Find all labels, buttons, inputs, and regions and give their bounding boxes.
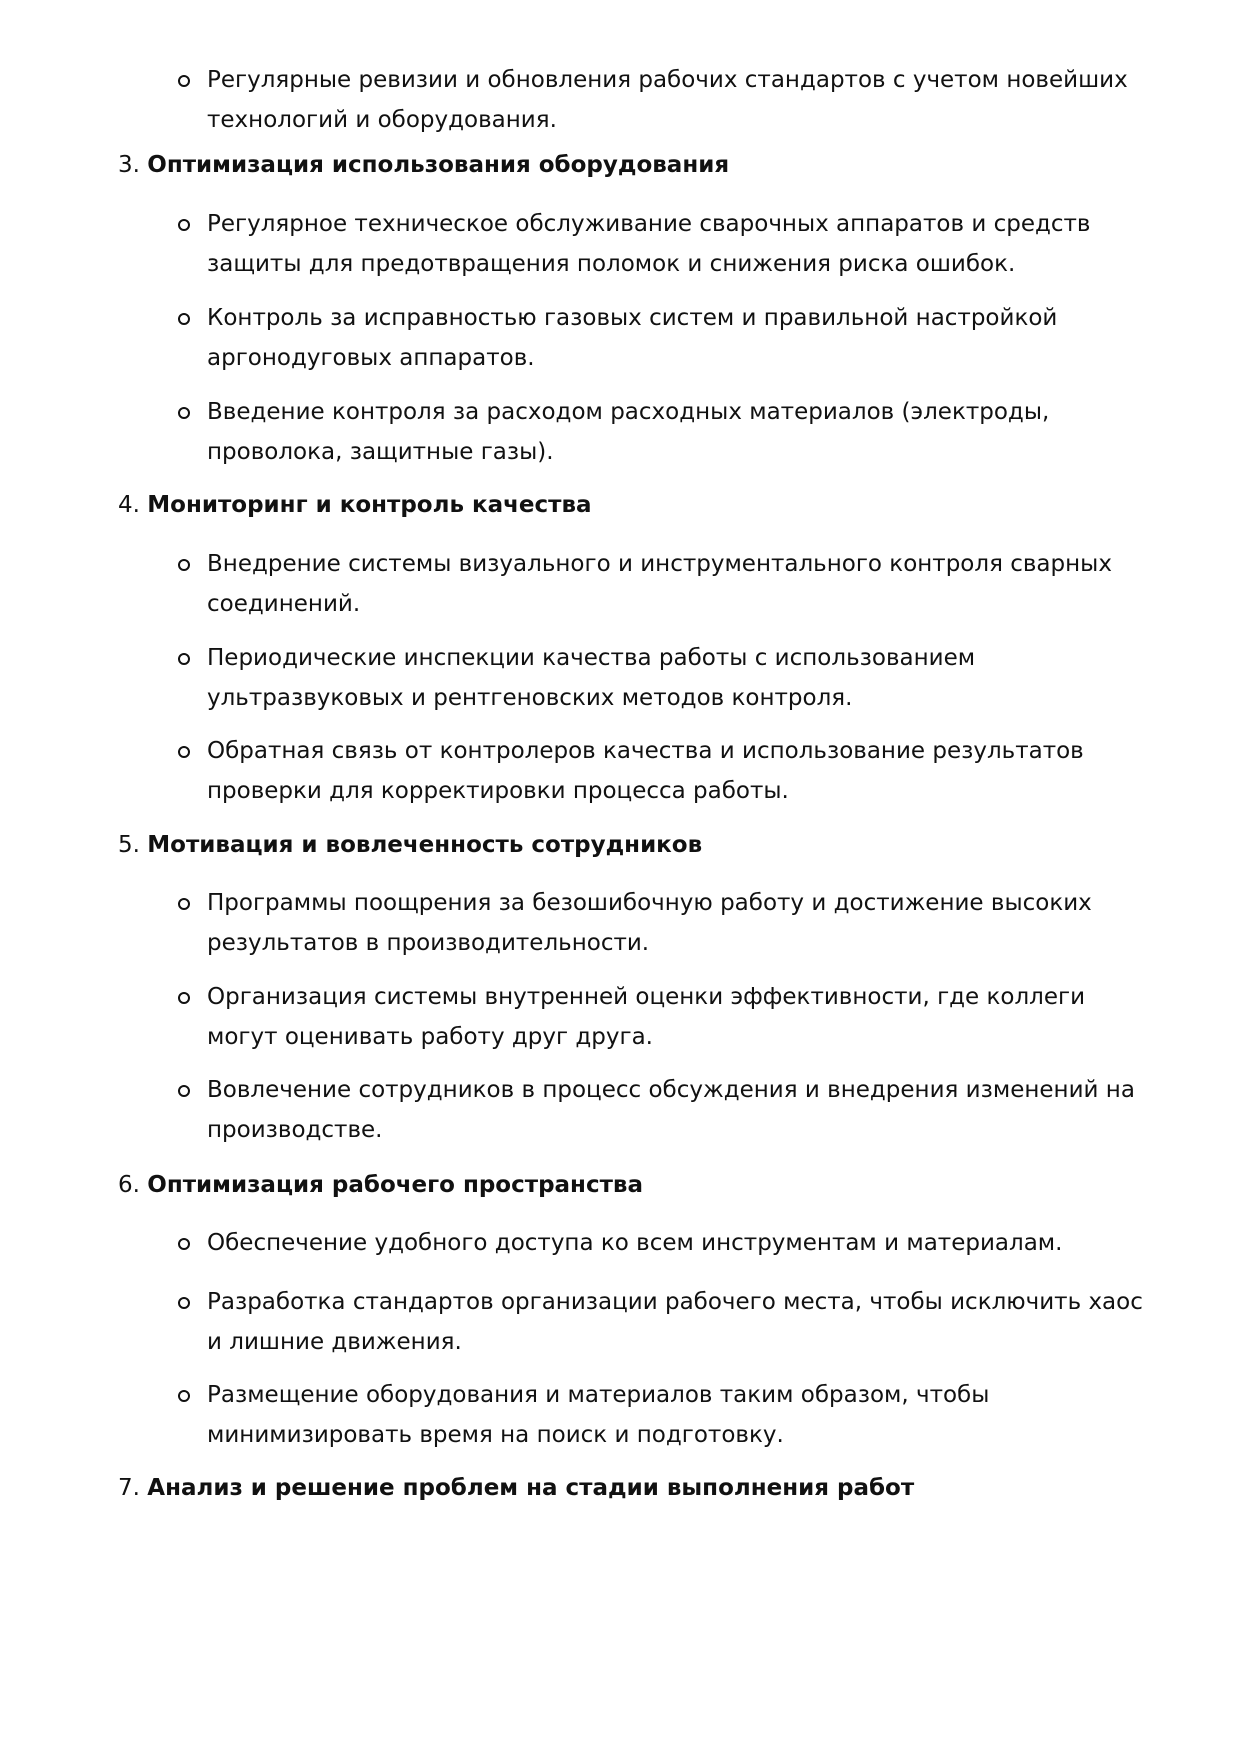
hollow-circle-bullet-icon xyxy=(178,407,190,419)
hollow-circle-bullet-icon xyxy=(178,746,190,758)
list-item-text: Регулярные ревизии и обновления рабочих стандартов с учетом новейших технологий и оборудования. xyxy=(207,67,1128,133)
list-item-text: Размещение оборудования и материалов таким образом, чтобы минимизировать время на поиск и подготовку. xyxy=(207,1382,990,1448)
hollow-circle-bullet-icon xyxy=(178,1085,190,1097)
list-item-text: Регулярное техническое обслуживание сварочных аппаратов и средств защиты для предотвращения поломок и снижения риска ошибок. xyxy=(207,211,1091,277)
list-item-text: Обеспечение удобного доступа ко всем инструментам и материалам. xyxy=(207,1230,1063,1256)
hollow-circle-bullet-icon xyxy=(178,1238,190,1250)
section-number: 4. xyxy=(118,492,140,518)
section-title: Мониторинг и контроль качества xyxy=(147,492,592,518)
section-number: 5. xyxy=(118,832,140,858)
hollow-circle-bullet-icon xyxy=(178,1390,190,1402)
section-title: Мотивация и вовлеченность сотрудников xyxy=(147,832,703,858)
hollow-circle-bullet-icon xyxy=(178,75,190,87)
list-item-text: Введение контроля за расходом расходных материалов (электроды, проволока, защитные газы). xyxy=(207,399,1050,465)
hollow-circle-bullet-icon xyxy=(178,992,190,1004)
section-heading-5 xyxy=(118,825,1158,865)
section-number: 3. xyxy=(118,152,140,178)
section-heading-7 xyxy=(118,1468,1158,1508)
hollow-circle-bullet-icon xyxy=(178,653,190,665)
section-heading-3 xyxy=(118,145,1158,185)
section-heading-4 xyxy=(118,485,1158,525)
list-item-text: Программы поощрения за безошибочную работу и достижение высоких результатов в производительности. xyxy=(207,890,1092,956)
list-item-text: Контроль за исправностью газовых систем и правильной настройкой аргонодуговых аппаратов. xyxy=(207,305,1058,371)
section-title: Оптимизация использования оборудования xyxy=(147,152,730,178)
list-item-text: Организация системы внутренней оценки эффективности, где коллеги могут оценивать работу друг друга. xyxy=(207,984,1086,1050)
list-item-text: Вовлечение сотрудников в процесс обсуждения и внедрения изменений на производстве. xyxy=(207,1077,1135,1143)
section-title: Оптимизация рабочего пространства xyxy=(147,1172,643,1198)
hollow-circle-bullet-icon xyxy=(178,313,190,325)
section-number: 7. xyxy=(118,1475,140,1501)
list-item-text: Периодические инспекции качества работы с использованием ультразвуковых и рентгеновских методов контроля. xyxy=(207,645,976,711)
hollow-circle-bullet-icon xyxy=(178,1297,190,1309)
list-item-text: Разработка стандартов организации рабочего места, чтобы исключить хаос и лишние движения. xyxy=(207,1289,1143,1355)
hollow-circle-bullet-icon xyxy=(178,559,190,571)
list-item-text: Внедрение системы визуального и инструментального контроля сварных соединений. xyxy=(207,551,1112,617)
section-number: 6. xyxy=(118,1172,140,1198)
hollow-circle-bullet-icon xyxy=(178,898,190,910)
section-title: Анализ и решение проблем на стадии выполнения работ xyxy=(147,1475,915,1501)
hollow-circle-bullet-icon xyxy=(178,219,190,231)
section-heading-6 xyxy=(118,1165,1158,1205)
list-item-text: Обратная связь от контролеров качества и использование результатов проверки для корректировки процесса работы. xyxy=(207,738,1084,804)
